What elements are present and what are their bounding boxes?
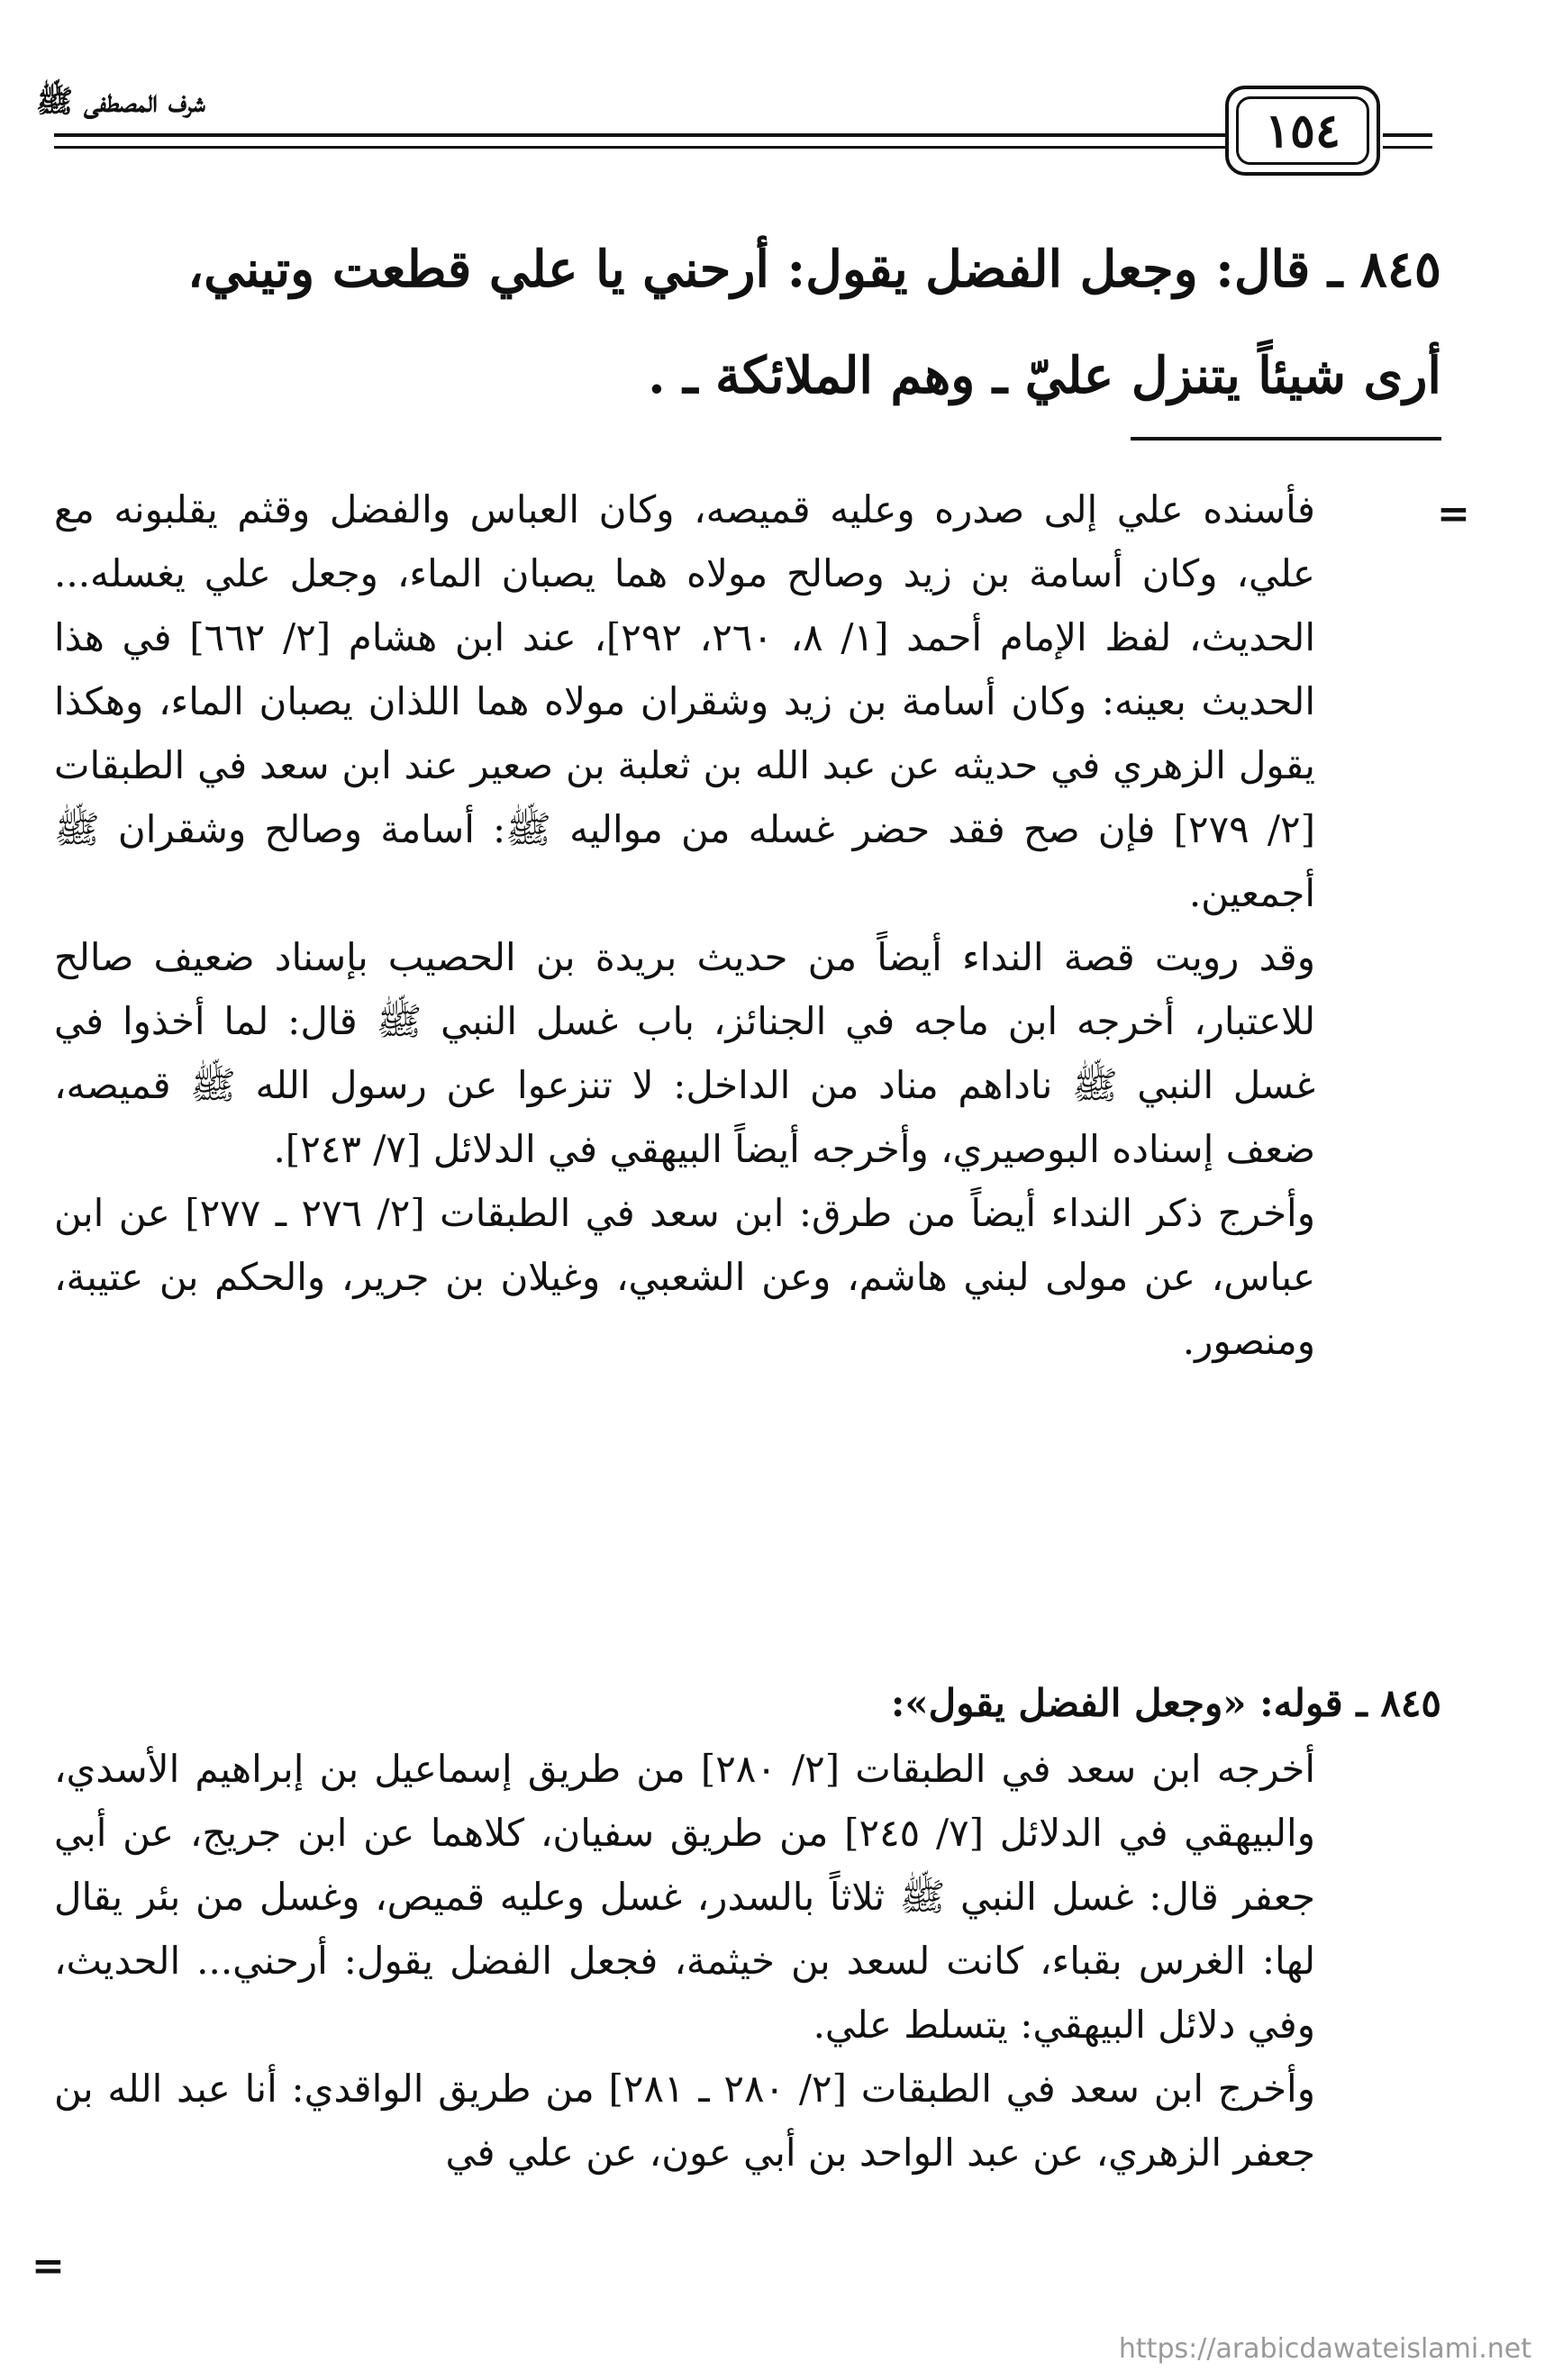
footnote-845-heading <box>54 1671 1441 1735</box>
header-rule-right <box>1383 133 1432 149</box>
footnote-845-paragraph-1: أخرجه ابن سعد في الطبقات [٢/ ٢٨٠] من طريق إسماعيل بن إبراهيم الأسدي، والبيهقي في الدلائل [٧/ ٢٤٥] من طريق سفيان، كلاهما عن ابن جريج، عن أبي جعفر قال: غسل النبي ﷺ ثلاثاً بالسدر، غسل وعليه قميص، وغسل من بئر يقال لها: الغرس بقباء، كانت لسعد بن خيثمة، فجعل الفضل يقول: أرحني... الحديث، وفي دلائل البيهقي: يتسلط علي. <box>54 1747 1315 2047</box>
main-text-line-2: أرى شيئاً يتنزل عليّ ـ وهم الملائكة ـ . <box>648 346 1441 405</box>
main-text-line-1: ٨٤٥ ـ قال: وجعل الفضل يقول: أرحني يا علي قطعت وتيني، <box>187 240 1441 299</box>
footnote-separator <box>1131 437 1441 441</box>
footnote-paragraph-2: وقد رويت قصة النداء أيضاً من حديث بريدة بن الحصيب بإسناد ضعيف صالح للاعتبار، أخرجه ابن ماجه في الجنائز، باب غسل النبي ﷺ قال: لما أخذوا في غسل النبي ﷺ ناداهم مناد من الداخل: لا تنزعوا عن رسول الله ﷺ قميصه، ضعف إسناده البوصيري، وأخرجه أيضاً البيهقي في الدلائل [٧/ ٢٤٣]. <box>54 935 1315 1171</box>
footnote-845-heading-text: ٨٤٥ ـ قوله: «وجعل الفضل يقول»: <box>890 1681 1441 1725</box>
page-number-frame <box>1225 86 1380 176</box>
footnote-845-body <box>54 1737 1315 2185</box>
main-text <box>54 216 1441 429</box>
footnote-paragraph-1: فأسنده علي إلى صدره وعليه قميصه، وكان العباس والفضل وقثم يقلبونه مع علي، وكان أسامة بن زيد وصالح مولاه هما يصبان الماء، وجعل علي يغسله... الحديث، لفظ الإمام أحمد [١/ ٨، ٢٦٠، ٢٩٢]، عند ابن هشام [٢/ ٦٦٢] في هذا الحديث بعينه: وكان أسامة بن زيد وشقران مولاه هما اللذان يصبان الماء، وهكذا يقول الزهري في حديثه عن عبد الله بن ثعلبة بن صعير عند ابن سعد في الطبقات [٢/ ٢٧٩] فإن صح فقد حضر غسله من مواليه ﷺ: أسامة وصالح وشقران ﷺ أجمعين. <box>54 487 1316 915</box>
continuation-mark-bottom: = <box>32 2243 65 2289</box>
header-rule-left <box>54 133 1225 149</box>
continuation-mark-top: = <box>1437 491 1470 537</box>
footnote-845-paragraph-2: وأخرج ابن سعد في الطبقات [٢/ ٢٨٠ ـ ٢٨١] من طريق الواقدي: أنا عبد الله بن جعفر الزهري، عن عبد الواحد بن أبي عون، عن علي في <box>54 2067 1315 2175</box>
page-number: ١٥٤ <box>1236 96 1369 165</box>
footnote-paragraph-3: وأخرج ذكر النداء أيضاً من طرق: ابن سعد في الطبقات [٢/ ٢٧٦ ـ ٢٧٧] عن ابن عباس، عن مولى لبني هاشم، وعن الشعبي، وغيلان بن جرير، والحكم بن عتيبة، ومنصور. <box>54 1191 1315 1363</box>
watermark-url: https://arabicdawateislami.net <box>1118 2333 1531 2365</box>
footnotes-block <box>54 477 1315 1373</box>
running-header-title: شرف المصطفى ﷺ <box>36 84 205 120</box>
